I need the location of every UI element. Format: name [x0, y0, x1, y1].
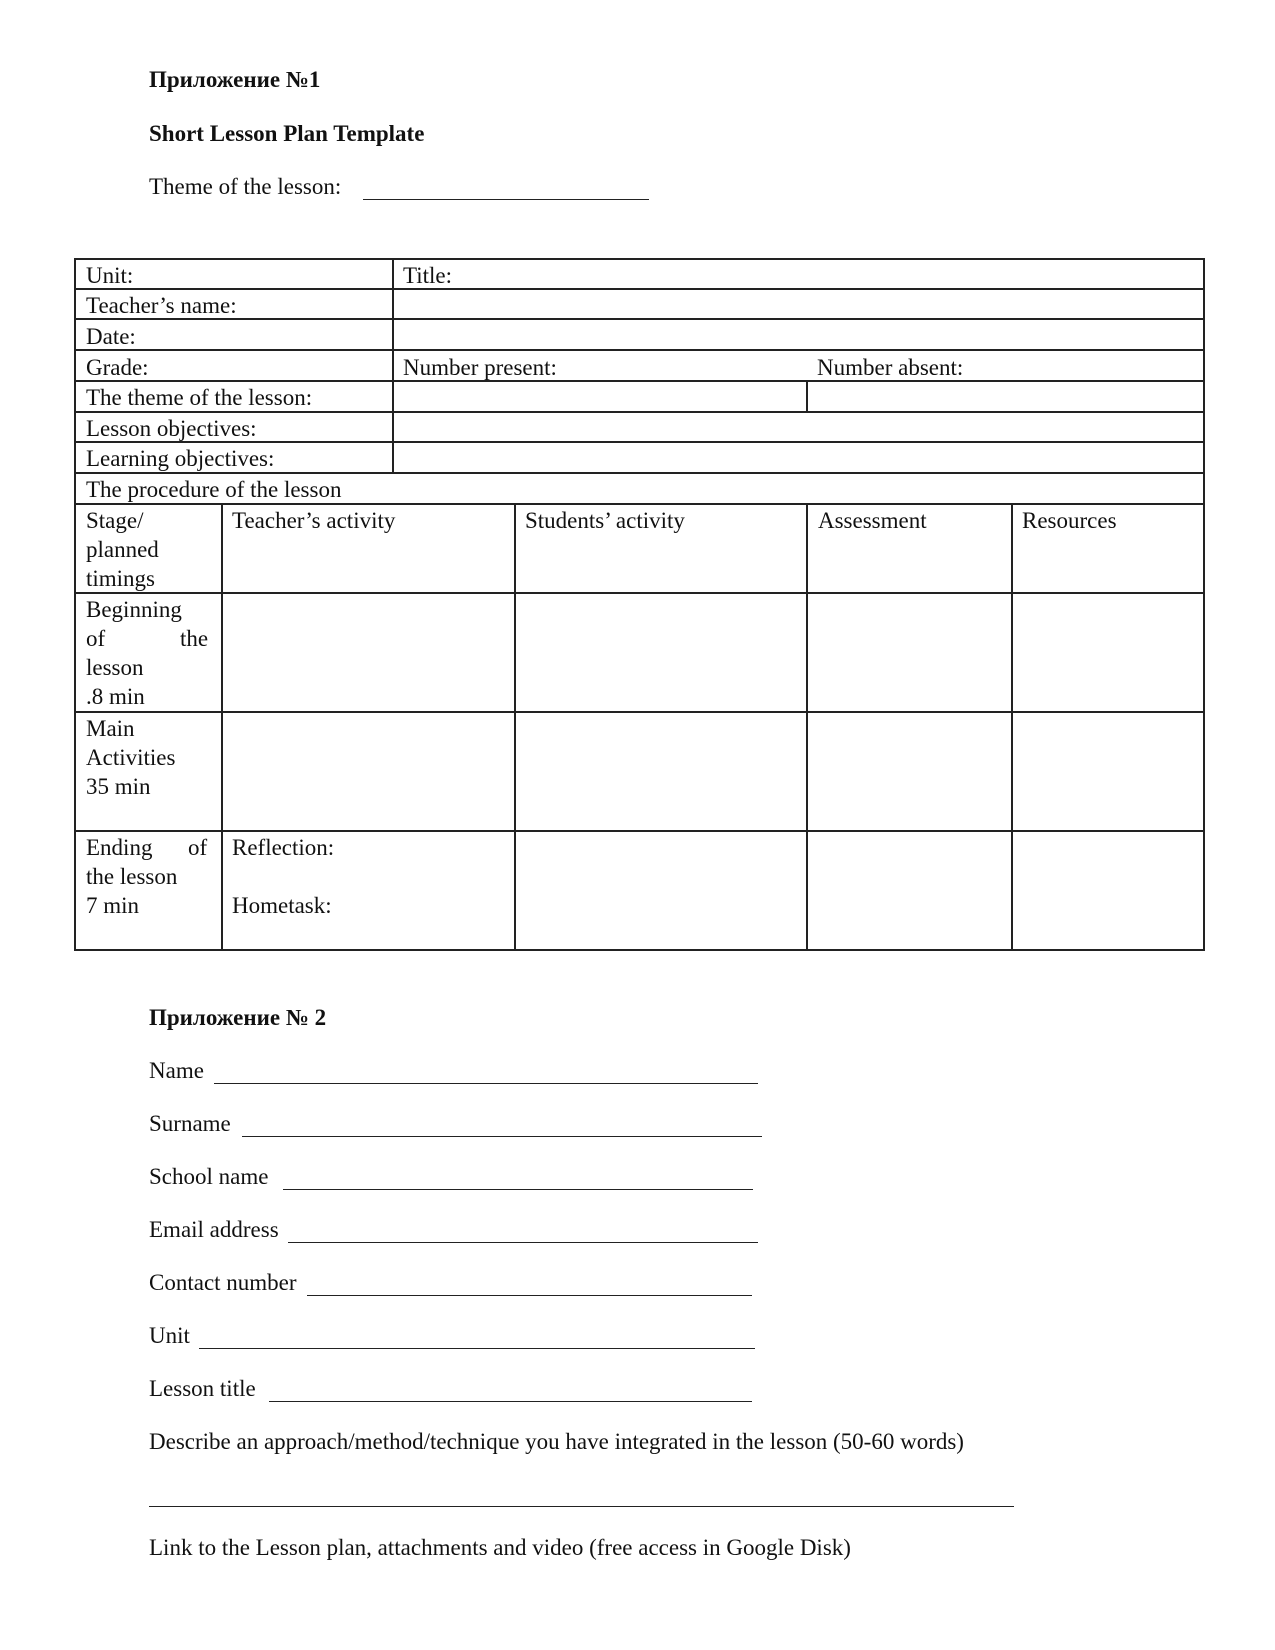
- describe-approach-input-line[interactable]: [149, 1506, 1014, 1507]
- name-input-line[interactable]: [214, 1083, 758, 1084]
- table-rule: [74, 349, 1205, 351]
- appendix-1-heading: Приложение №1: [149, 67, 321, 92]
- column-header-teacher-activity: Teacher’s activity: [232, 508, 396, 533]
- stage-ending-line: the lesson: [86, 864, 178, 889]
- grade-label: Grade:: [86, 355, 149, 380]
- stage-beginning-line: the: [180, 626, 209, 651]
- unit-label: Unit:: [86, 263, 134, 288]
- lesson-objectives-label: Lesson objectives:: [86, 416, 257, 441]
- stage-main-line: Main: [86, 716, 135, 741]
- stage-beginning-line: Beginning: [86, 597, 182, 622]
- email-input-line[interactable]: [288, 1242, 758, 1243]
- stage-beginning-line: lesson: [86, 655, 144, 680]
- hometask-label: Hometask:: [232, 893, 332, 918]
- procedure-label: The procedure of the lesson: [86, 477, 342, 502]
- learning-objectives-label: Learning objectives:: [86, 446, 275, 471]
- school-name-label: School name: [149, 1164, 269, 1189]
- lesson-title-label: Lesson title: [149, 1376, 256, 1401]
- stage-main-line: Activities: [86, 745, 176, 770]
- table-rule: [392, 258, 394, 472]
- table-rule: [74, 592, 1205, 594]
- lesson-title-input-line[interactable]: [269, 1401, 752, 1402]
- title-label: Title:: [403, 263, 453, 288]
- name-label: Name: [149, 1058, 204, 1083]
- unit-label-appendix: Unit: [149, 1323, 190, 1348]
- stage-beginning-time: .8 min: [86, 684, 145, 709]
- stage-main-time: 35 min: [86, 774, 151, 799]
- stage-ending-line: of: [188, 835, 208, 860]
- table-rule: [806, 380, 808, 411]
- lesson-link-prompt: Link to the Lesson plan, attachments and video (free access in Google Disk): [149, 1535, 851, 1560]
- table-rule: [74, 318, 1205, 320]
- column-header-students-activity: Students’ activity: [525, 508, 685, 533]
- stage-ending-line: Ending: [86, 835, 153, 860]
- surname-input-line[interactable]: [242, 1136, 762, 1137]
- email-label: Email address: [149, 1217, 279, 1242]
- stage-beginning-line: of: [86, 626, 106, 651]
- table-rule: [74, 288, 1205, 290]
- date-label: Date:: [86, 324, 136, 349]
- reflection-label: Reflection:: [232, 835, 335, 860]
- contact-number-label: Contact number: [149, 1270, 297, 1295]
- lesson-theme-label: The theme of the lesson:: [86, 385, 313, 410]
- describe-approach-prompt: Describe an approach/method/technique you have integrated in the lesson (50-60 words): [149, 1429, 964, 1454]
- surname-label: Surname: [149, 1111, 231, 1136]
- table-rule: [74, 711, 1205, 713]
- theme-input-line[interactable]: [363, 199, 649, 200]
- contact-number-input-line[interactable]: [307, 1295, 752, 1296]
- unit-input-line[interactable]: [199, 1348, 755, 1349]
- table-rule: [1011, 503, 1013, 951]
- template-title: Short Lesson Plan Template: [149, 121, 425, 146]
- table-rule: [514, 503, 516, 951]
- stage-ending-time: 7 min: [86, 893, 140, 918]
- table-rule: [74, 380, 1205, 382]
- theme-label: Theme of the lesson:: [149, 174, 342, 199]
- table-rule: [806, 503, 808, 951]
- school-name-input-line[interactable]: [283, 1189, 753, 1190]
- table-rule: [74, 830, 1205, 832]
- table-rule: [221, 503, 223, 951]
- column-header-resources: Resources: [1022, 508, 1117, 533]
- column-header-stage: Stage/ planned timings: [86, 508, 159, 591]
- teacher-name-label: Teacher’s name:: [86, 293, 237, 318]
- column-header-assessment: Assessment: [818, 508, 927, 533]
- number-absent-label: Number absent:: [817, 355, 964, 380]
- appendix-2-heading: Приложение № 2: [149, 1005, 327, 1030]
- number-present-label: Number present:: [403, 355, 557, 380]
